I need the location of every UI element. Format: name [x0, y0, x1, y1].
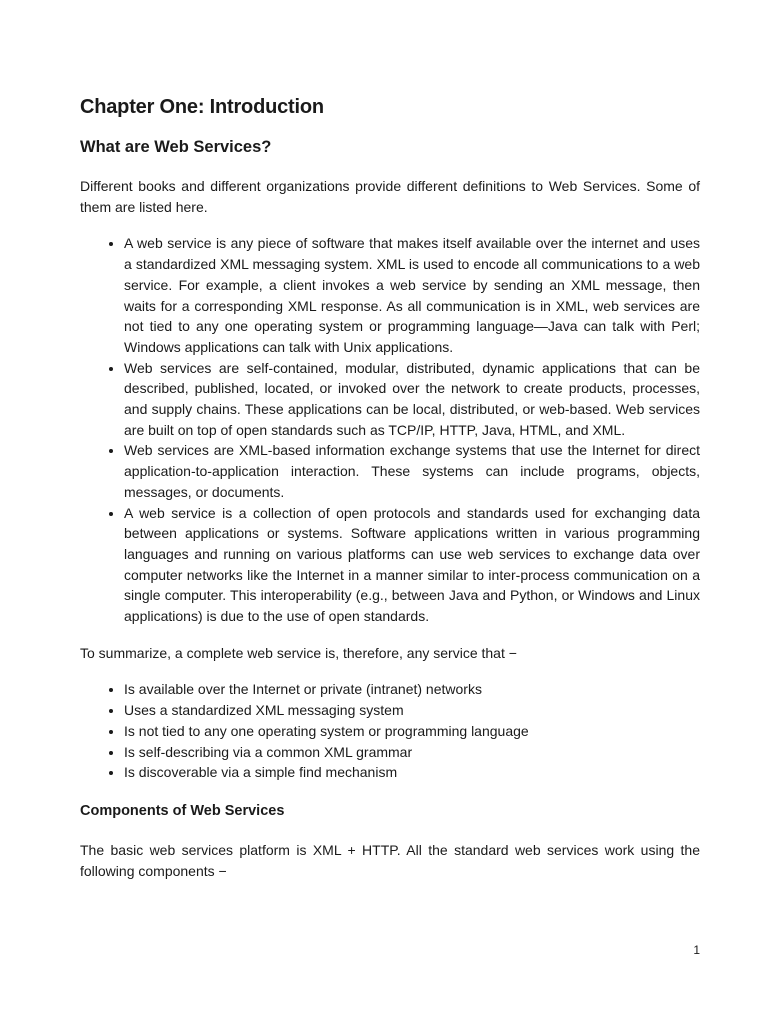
list-item: • Is not tied to any one operating system or programming language: [124, 721, 700, 742]
chapter-title: Chapter One: Introduction: [80, 96, 324, 118]
summary-paragraph: To summarize, a complete web service is, therefore, any service that −: [80, 644, 517, 661]
list-item: • Web services are self-contained, modular, distributed, dynamic applications that can be described, published, located, or invoked over the network to create products, processes, and supply chains. These applications can be local, distributed, or web-based. Web services are built on top of open standards such as TCP/IP, HTTP, Java, HTML, and XML.: [124, 358, 700, 441]
list-item: • Web services are XML-based information exchange systems that use the Internet for direct application-to-application interaction. These systems can include programs, objects, messages, or documents.: [124, 440, 700, 502]
list-item: • Is available over the Internet or private (intranet) networks: [124, 679, 700, 700]
intro-paragraph: Different books and different organizations provide different definitions to Web Services. Some of them are listed here.: [80, 178, 700, 215]
definitions-list: [80, 233, 700, 626]
section-title: What are Web Services?: [80, 138, 272, 156]
summary-list: [80, 679, 700, 783]
components-paragraph: The basic web services platform is XML + HTTP. All the standard web services work using the following components −: [80, 841, 700, 879]
document-page: [80, 94, 700, 881]
list-item: • Uses a standardized XML messaging system: [124, 700, 700, 721]
list-item: • A web service is any piece of software that makes itself available over the internet and uses a standardized XML messaging system. XML is used to encode all communications to a web service. For example, a client invokes a web service by sending an XML message, then waits for a corresponding XML response. As all communication is in XML, web services are not tied to any one operating system or programming language—Java can talk with Perl; Windows applications can talk with Unix applications.: [124, 233, 700, 357]
page-number: 1: [693, 943, 700, 957]
list-item: • Is discoverable via a simple find mechanism: [124, 762, 700, 783]
list-item: • Is self-describing via a common XML grammar: [124, 742, 700, 763]
components-heading: Components of Web Services: [80, 802, 285, 819]
list-item: • A web service is a collection of open protocols and standards used for exchanging data between applications or systems. Software applications written in various programming languages and running on various platforms can use web services to exchange data over computer networks like the Internet in a manner similar to inter-process communication on a single computer. This interoperability (e.g., between Java and Python, or Windows and Linux applications) is due to the use of open standards.: [124, 503, 700, 627]
